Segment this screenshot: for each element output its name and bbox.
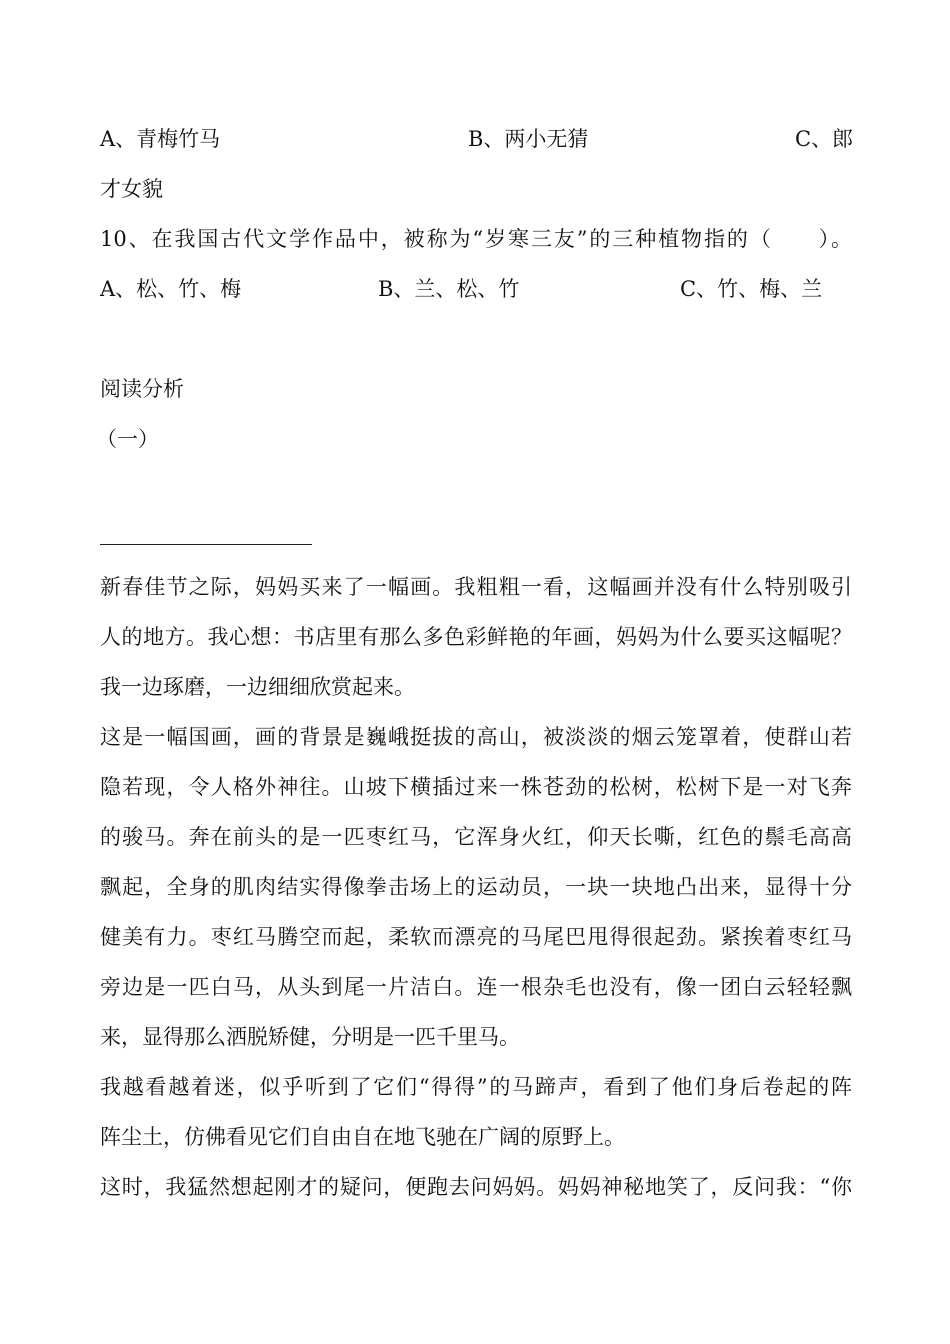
q9-option-b: B、两小无猜 bbox=[468, 127, 589, 151]
section-title: 阅读分析 bbox=[100, 377, 184, 401]
title-blank-line bbox=[100, 544, 312, 545]
passage-line: 来，显得那么洒脱矫健，分明是一匹千里马。 bbox=[100, 1025, 520, 1049]
q10-question: 10、在我国古代文学作品中，被称为“岁寒三友”的三种植物指的（ ）。 bbox=[100, 227, 852, 251]
passage-line: 飘起，全身的肌肉结实得像拳击场上的运动员，一块一块地凸出来，显得十分 bbox=[100, 875, 852, 899]
passage-line: 的骏马。奔在前头的是一匹枣红马，它浑身火红，仰天长嘶，红色的鬃毛高高 bbox=[100, 825, 852, 849]
passage-line: 这是一幅国画，画的背景是巍峨挺拔的高山，被淡淡的烟云笼罩着，使群山若 bbox=[100, 725, 852, 749]
passage-line: 新春佳节之际，妈妈买来了一幅画。我粗粗一看，这幅画并没有什么特别吸引 bbox=[100, 575, 852, 599]
q9-option-c: C、郎 bbox=[795, 127, 854, 151]
q10-option-c: C、竹、梅、兰 bbox=[680, 277, 823, 301]
q10-option-b: B、兰、松、竹 bbox=[378, 277, 520, 301]
section-subtitle: （一） bbox=[96, 427, 159, 451]
q10-option-a: A、松、竹、梅 bbox=[100, 277, 242, 301]
q9-option-a: A、青梅竹马 bbox=[100, 127, 221, 151]
q9-option-c-continued: 才女貌 bbox=[100, 177, 163, 201]
passage-line: 我一边琢磨，一边细细欣赏起来。 bbox=[100, 675, 415, 699]
passage-line: 这时，我猛然想起刚才的疑问，便跑去问妈妈。妈妈神秘地笑了，反问我：“你 bbox=[100, 1175, 852, 1199]
passage-line: 人的地方。我心想：书店里有那么多色彩鲜艳的年画，妈妈为什么要买这幅呢？ bbox=[100, 625, 852, 649]
passage-line: 我越看越着迷，似乎听到了它们“得得”的马蹄声，看到了他们身后卷起的阵 bbox=[100, 1075, 852, 1099]
passage-line: 健美有力。枣红马腾空而起，柔软而漂亮的马尾巴甩得很起劲。紧挨着枣红马 bbox=[100, 925, 852, 949]
passage-line: 旁边是一匹白马，从头到尾一片洁白。连一根杂毛也没有，像一团白云轻轻飘 bbox=[100, 975, 852, 999]
passage-line: 隐若现，令人格外神往。山坡下横插过来一株苍劲的松树，松树下是一对飞奔 bbox=[100, 775, 852, 799]
passage-line: 阵尘土，仿佛看见它们自由自在地飞驰在广阔的原野上。 bbox=[100, 1125, 625, 1149]
